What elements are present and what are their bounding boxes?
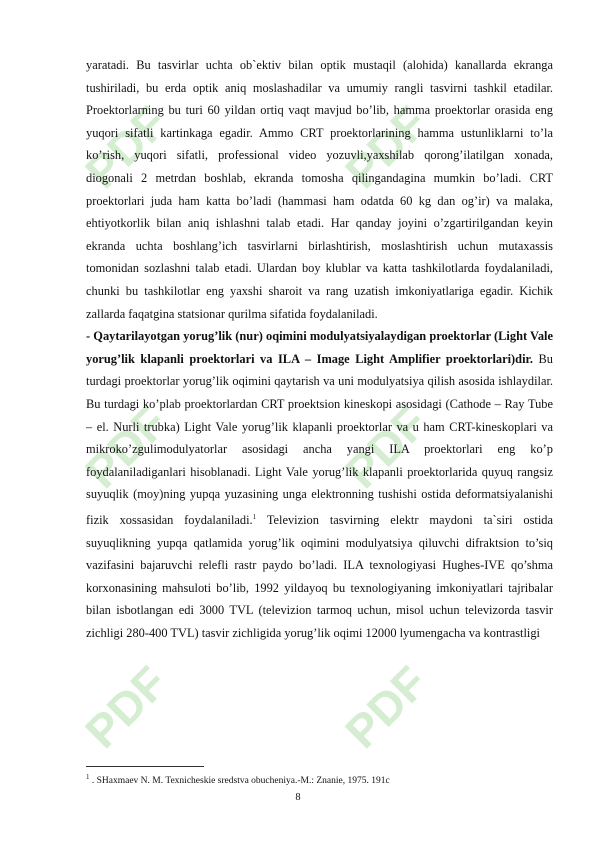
watermark: PDF <box>335 396 437 498</box>
footnote-reference[interactable]: 1 <box>252 512 257 521</box>
watermark: PDF <box>335 96 437 198</box>
footnote <box>86 773 390 786</box>
paragraph: yaratadi. Bu tasvirlar uchta ob`ektiv bilan optik mustaqil (alohida) kanallarda ekranga tushiriladi, bu erda optik aniq moslashadilar va umumiy rangli tasvirni tashkil etadilar. Proektorlarning bu turi 60 yildan ortiq vaqt mavjud bo’lib, hamma proektorlar orasida eng yuqori sifatli kartinkaga egadir. Ammo CRT proektorlarining hamma ustunliklarni to’la ko’rish, yuqori sifatli, professional video yozuvli,yaxshilab qorong’ilatilgan xonada, diogonali 2 metrdan boshlab, ekranda tomosha qilingandagina mumkin bo’ladi. CRT proektorlari juda ham katta bo’ladi (hammasi ham odatda 60 kg dan og’ir) va malaka, ehtiyotkorlik bilan aniq ishlashni talab etadi. Har qanday joyini o’zgartirilgandan keyin ekranda uchta boshlang’ich tasvirlarni birlashtirish, moslashtirish uchun mutaxassis tomonidan sozlashni talab etadi. Ulardan boy klublar va katta tashkilotlarda foydalaniladi, chunki bu tashkilotlar eng yaxshi sharoit va rang uzatish imkoniyatlariga egadir. Kichik zallarda faqatgina statsionar qurilma sifatida foydalaniladi. <box>86 58 553 321</box>
footnote-divider <box>86 766 204 767</box>
page-number: 8 <box>295 792 301 803</box>
body-text <box>86 54 553 645</box>
watermark: PDF <box>75 656 177 758</box>
paragraph <box>86 325 553 644</box>
watermark: PDF <box>335 656 437 758</box>
watermark: PDF <box>75 396 177 498</box>
paragraph-text: Bu turdagi proektorlar yorug’lik oqimini qaytarish va uni modulyatsiya qilish asosida ishlaydilar. Bu turdagi ko’plab proektorlardan CRT proektsion kineskopi asosidagi (Cathode – Ray Tube – el. Nurli trubka) Light Vale yorug’lik klapanli proektorlar va u ham CRT-kineskoplari va mikroko’zgulimodulyatorlar asosidagi ancha yangi ILA proektorlari eng ko’p foydalaniladiganlari hisoblanadi. Light Vale yorug’lik klapanli proektorlarida quyuq rangsiz suyuqlik (moy)ning yupqa yuzasining unga elektronning tushishi ostida deformatsiyalanishi fizik xossasidan foydalaniladi. <box>86 351 553 527</box>
footnote-number: 1 <box>86 773 90 781</box>
bold-heading: - Qaytarilayotgan yorug’lik (nur) oqimini modulyatsiyalaydigan proektorlar (Light Vale yorug’lik klapanli proektorlari va ILA – Image Light Amplifier proektorlari)dir. <box>86 329 553 366</box>
footnote-text: . SHaxmaev N. M. Texnicheskie sredstva obucheniya.-M.: Znanie, 1975. 191c <box>91 776 390 787</box>
watermark: PDF <box>75 96 177 198</box>
paragraph-text: Televizion tasvirning elektr maydoni ta`siri ostida suyuqlikning yupqa qatlamida yorug’lik oqimini modulyatsiya qiluvchi difraktsion to’siq vazifasini bajaruvchi relefli rastr paydo bo’ladi. ILA texnologiyasi Hughes-IVE qo’shma korxonasining mahsuloti bo’lib, 1992 yildayoq bu texnologiyaning imkoniyatlari tajribalar bilan isbotlangan edi 3000 TVL (televizion tarmoq uchun, misol uchun televizorda tasvir zichligi 280-400 TVL) tasvir zichligida yorug’lik oqimi 12000 lyumengacha va kontrastligi <box>86 513 554 640</box>
